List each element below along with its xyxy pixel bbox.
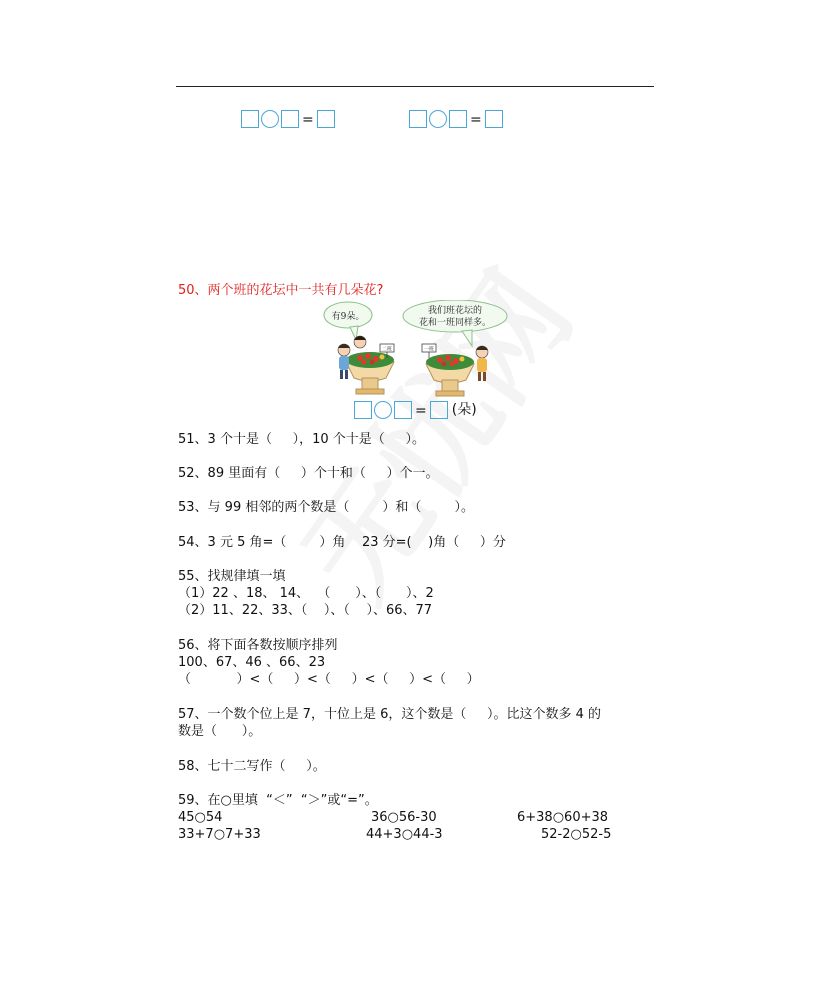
speech-bubble-right bbox=[403, 300, 507, 346]
q55-title: 55、找规律填一填 bbox=[178, 569, 286, 584]
bubble-right-line1: 我们班花坛的 bbox=[427, 306, 483, 316]
sign-left-text: 二班 bbox=[381, 346, 393, 353]
q55-line1: （1）22 、18、 14、 （ ）、（ ）、2 bbox=[178, 586, 434, 601]
answer-box[interactable] bbox=[394, 401, 412, 419]
q54: 54、3 元 5 角=（ ）角 23 分=( )角（ ）分 bbox=[178, 535, 506, 550]
q59-item: 52-2○52-5 bbox=[541, 827, 612, 842]
flower-bed-right bbox=[422, 344, 474, 396]
unit-label: (朵) bbox=[451, 402, 477, 418]
q59-item: 44+3○44-3 bbox=[366, 827, 443, 842]
equals-sign: = bbox=[470, 112, 482, 128]
q59-item: 36○56-30 bbox=[371, 810, 437, 825]
operator-circle[interactable] bbox=[374, 401, 392, 419]
child-right bbox=[476, 346, 488, 381]
equation-template-1 bbox=[241, 110, 335, 128]
q56-blanks: （ ）<（ ）<（ ）<（ ）<（ ） bbox=[178, 672, 480, 687]
q59-item: 6+38○60+38 bbox=[517, 810, 609, 825]
bubble-right-line2: 花和一班同样多。 bbox=[418, 318, 492, 328]
q57-line2: 数是（ ）。 bbox=[178, 724, 262, 739]
q59-item: 33+7○7+33 bbox=[178, 827, 261, 842]
answer-box[interactable] bbox=[449, 110, 467, 128]
answer-box[interactable] bbox=[485, 110, 503, 128]
speech-bubble-left bbox=[324, 302, 372, 340]
operator-circle[interactable] bbox=[429, 110, 447, 128]
flower-bed-left bbox=[346, 344, 394, 394]
answer-box[interactable] bbox=[409, 110, 427, 128]
q51: 51、3 个十是（ ），10 个十是（ ）。 bbox=[178, 432, 425, 447]
q55-line2: （2）11、22、33、（ ）、（ ）、66、77 bbox=[178, 603, 433, 618]
equals-sign: = bbox=[415, 403, 427, 419]
answer-box[interactable] bbox=[281, 110, 299, 128]
q58: 58、七十二写作（ ）。 bbox=[178, 759, 326, 774]
q56-title: 56、将下面各数按顺序排列 bbox=[178, 638, 338, 653]
answer-box[interactable] bbox=[430, 401, 448, 419]
top-divider bbox=[176, 86, 654, 87]
q52: 52、89 里面有（ ）个十和（ ）个一。 bbox=[178, 466, 439, 481]
answer-box[interactable] bbox=[354, 401, 372, 419]
equation-template-2 bbox=[409, 110, 503, 128]
q53: 53、与 99 相邻的两个数是（ ）和（ ）。 bbox=[178, 500, 474, 515]
q50-title: 50、两个班的花坛中一共有几朵花? bbox=[178, 283, 384, 298]
q57-line1: 57、一个数个位上是 7，十位上是 6，这个数是（ ）。比这个数多 4 的 bbox=[178, 707, 602, 722]
equals-sign: = bbox=[302, 112, 314, 128]
sign-right-text: 一班 bbox=[423, 346, 435, 353]
q50-equation bbox=[354, 399, 477, 419]
bubble-left-text: 有9朵。 bbox=[331, 312, 365, 322]
q56-numbers: 100、67、46 、66、23 bbox=[178, 655, 326, 670]
answer-box[interactable] bbox=[317, 110, 335, 128]
q59-title: 59、在○里填 “＜” “＞”或“=”。 bbox=[178, 793, 378, 808]
answer-box[interactable] bbox=[241, 110, 259, 128]
flower-bed-illustration bbox=[322, 300, 508, 398]
q59-item: 45○54 bbox=[178, 810, 223, 825]
operator-circle[interactable] bbox=[261, 110, 279, 128]
